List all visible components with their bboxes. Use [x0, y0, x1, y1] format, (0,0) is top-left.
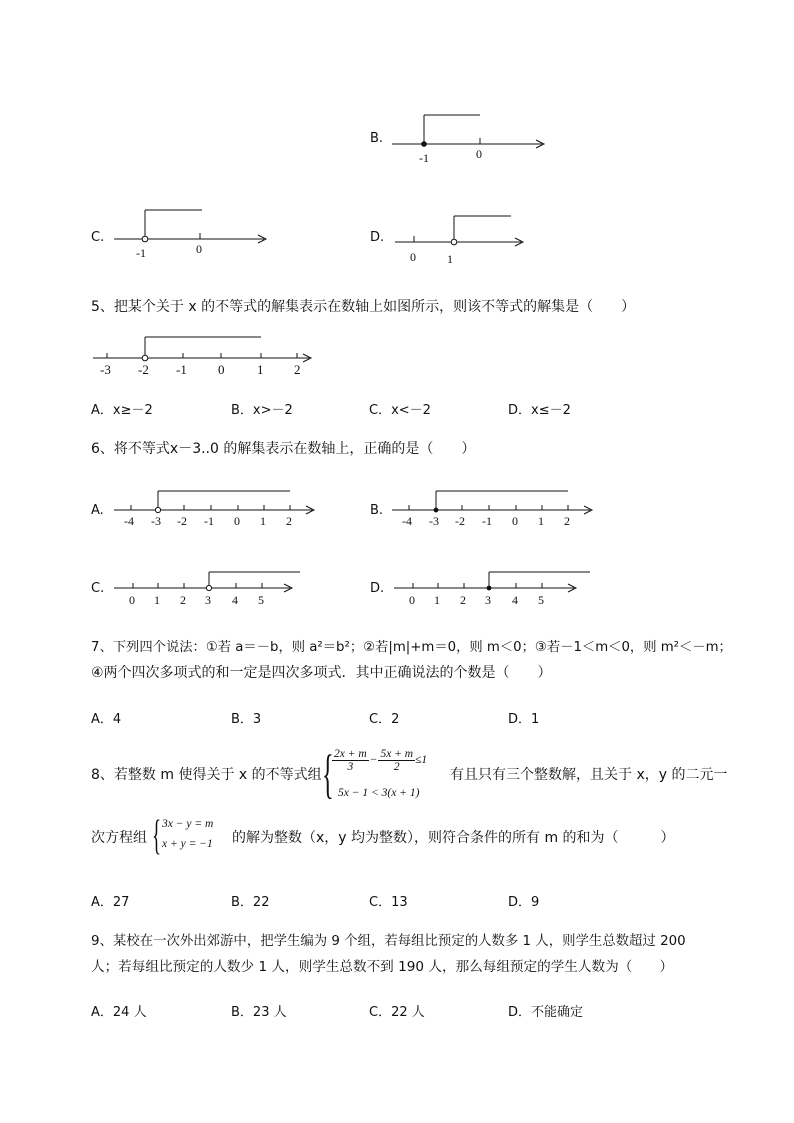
q6-a-tick: -1 — [204, 514, 214, 528]
q6-c-tick: 1 — [154, 593, 160, 607]
q4-c-number-line — [114, 205, 274, 265]
q9-option-a[interactable]: A．24 人 — [91, 1005, 147, 1020]
q5-option-d[interactable]: D．x≤－2 — [508, 403, 571, 418]
q5-option-a[interactable]: A．x≥－2 — [91, 403, 153, 418]
q5-tick: -3 — [100, 362, 111, 377]
q4-b-tick: -1 — [419, 151, 429, 165]
q6-c-tick: 4 — [232, 593, 238, 607]
q6-d-solid-point — [487, 586, 492, 591]
q5-tick: -2 — [138, 362, 149, 377]
q5-tick: -1 — [176, 362, 187, 377]
q6-c-tick: 2 — [180, 593, 186, 607]
q5-option-b[interactable]: B．x>－2 — [231, 403, 293, 418]
q4-c-tick: -1 — [136, 246, 146, 260]
q8-equation-system — [152, 813, 228, 859]
q7-line2: ④两个四次多项式的和一定是四次多项式．其中正确说法的个数是（ ） — [91, 665, 552, 681]
q8-fraction-1: $\frac{2x + m}{3}$ — [334, 748, 367, 773]
q7-option-a[interactable]: A．4 — [91, 712, 122, 727]
q5-tick: 2 — [294, 362, 301, 377]
q8-line2-prefix: 次方程组 — [91, 830, 147, 846]
q8-option-a[interactable]: A．27 — [91, 895, 130, 910]
q6-b-number-line — [392, 487, 602, 532]
q5-option-c[interactable]: C．x<－2 — [369, 403, 431, 418]
q6-b-tick: -1 — [482, 514, 492, 528]
q6-a-tick: 1 — [260, 514, 266, 528]
q4-option-d-label: D. — [370, 230, 385, 245]
q4-b-tick: 0 — [476, 147, 482, 161]
q4-c-open-point — [142, 236, 148, 242]
q6-a-open-point — [155, 507, 160, 512]
q9-line1: 9、某校在一次外出郊游中，把学生编为 9 个组，若每组比预定的人数多 1 人，则学生总数超过 200 — [91, 934, 686, 949]
q4-b-number-line — [392, 108, 552, 168]
q8-option-c[interactable]: C．13 — [369, 895, 408, 910]
q8-inequality-system: { $\frac{2x + m}{3}$ − $\frac{5x + m}{2}$ ≤1 5x − 1 < 3(x + 1) — [322, 744, 428, 804]
q9-line2: 人；若每组比预定的人数少 1 人，则学生总数不到 190 人，那么每组预定的学生人数为（ ） — [91, 959, 674, 975]
q6-b-tick: -3 — [429, 514, 439, 528]
q7-option-d[interactable]: D．1 — [508, 712, 540, 727]
q6-c-open-point — [206, 585, 211, 590]
q6-b-tick: -2 — [455, 514, 465, 528]
q4-option-b-label: B. — [370, 131, 384, 146]
q6-b-tick: -4 — [402, 514, 412, 528]
q6-d-tick: 3 — [485, 593, 491, 607]
q6-c-number-line — [114, 566, 314, 611]
q7-option-b[interactable]: B．3 — [231, 712, 262, 727]
q8-option-b[interactable]: B．22 — [231, 895, 270, 910]
q6-d-tick: 1 — [434, 593, 440, 607]
q6-option-b-label[interactable]: B. — [370, 503, 384, 518]
q5-tick: 1 — [257, 362, 264, 377]
q6-stem: 6、将不等式x－3..0 的解集表示在数轴上，正确的是（ ） — [91, 441, 476, 457]
q7-option-c[interactable]: C．2 — [369, 712, 400, 727]
q6-d-tick: 2 — [460, 593, 466, 607]
q5-open-point — [142, 355, 148, 361]
q6-b-solid-point — [434, 508, 439, 513]
q6-d-tick: 4 — [512, 593, 518, 607]
q9-option-c[interactable]: C．22 人 — [369, 1005, 425, 1020]
q6-a-tick: -2 — [177, 514, 187, 528]
q8-inequality-2: 5x − 1 < 3(x + 1) — [338, 787, 420, 799]
q6-c-tick: 3 — [205, 593, 211, 607]
q9-option-b[interactable]: B．23 人 — [231, 1005, 287, 1020]
q6-a-tick: -3 — [151, 514, 161, 528]
q6-c-tick: 0 — [129, 593, 135, 607]
q8-option-d[interactable]: D．9 — [508, 895, 540, 910]
q6-a-tick: -4 — [124, 514, 134, 528]
q4-d-open-point — [451, 239, 457, 245]
q6-option-d-label[interactable]: D. — [370, 581, 385, 596]
q8-line2-suffix: 的解为整数（x，y 均为整数），则符合条件的所有 m 的和为（ ） — [232, 830, 675, 846]
q6-d-tick: 0 — [409, 593, 415, 607]
q6-a-tick: 0 — [234, 514, 240, 528]
q6-a-number-line — [114, 487, 324, 532]
q6-b-tick: 0 — [512, 514, 518, 528]
q6-b-tick: 1 — [538, 514, 544, 528]
q8-eq-brace: { — [152, 813, 162, 859]
q9-option-d[interactable]: D．不能确定 — [508, 1005, 584, 1020]
q4-b-solid-point — [421, 141, 427, 147]
q5-stem: 5、把某个关于 x 的不等式的解集表示在数轴上如图所示，则该不等式的解集是（ ） — [91, 299, 636, 315]
q6-d-number-line — [394, 566, 594, 611]
q8-prefix: 8、若整数 m 使得关于 x 的不等式组 — [91, 767, 322, 783]
q6-option-a-label[interactable]: A. — [91, 503, 104, 518]
q6-b-tick: 2 — [564, 514, 570, 528]
q7-line1: 7、下列四个说法：①若 a＝－b，则 a²＝b²；②若|m|+m＝0，则 m＜0；③若－1＜m＜0，则 m²＜－m； — [91, 640, 732, 655]
q4-option-c-label: C. — [91, 230, 105, 245]
q4-d-tick: 1 — [447, 252, 453, 266]
q6-option-c-label[interactable]: C. — [91, 581, 105, 596]
q8-equation-1: 3x − y = m — [162, 818, 214, 830]
q5-number-line — [91, 333, 321, 378]
q8-equation-2: x + y = −1 — [162, 838, 213, 850]
q6-c-tick: 5 — [258, 593, 264, 607]
q8-fraction-2: $\frac{5x + m}{2}$ — [380, 748, 414, 773]
q4-d-number-line — [395, 210, 535, 270]
q4-d-tick: 0 — [410, 250, 416, 264]
q4-c-tick: 0 — [196, 242, 202, 256]
q5-tick: 0 — [218, 362, 225, 377]
q6-a-tick: 2 — [286, 514, 292, 528]
q8-suffix: 有且只有三个整数解，且关于 x，y 的二元一 — [450, 767, 728, 783]
q8-left-brace: { — [322, 744, 334, 804]
q6-d-tick: 5 — [538, 593, 544, 607]
